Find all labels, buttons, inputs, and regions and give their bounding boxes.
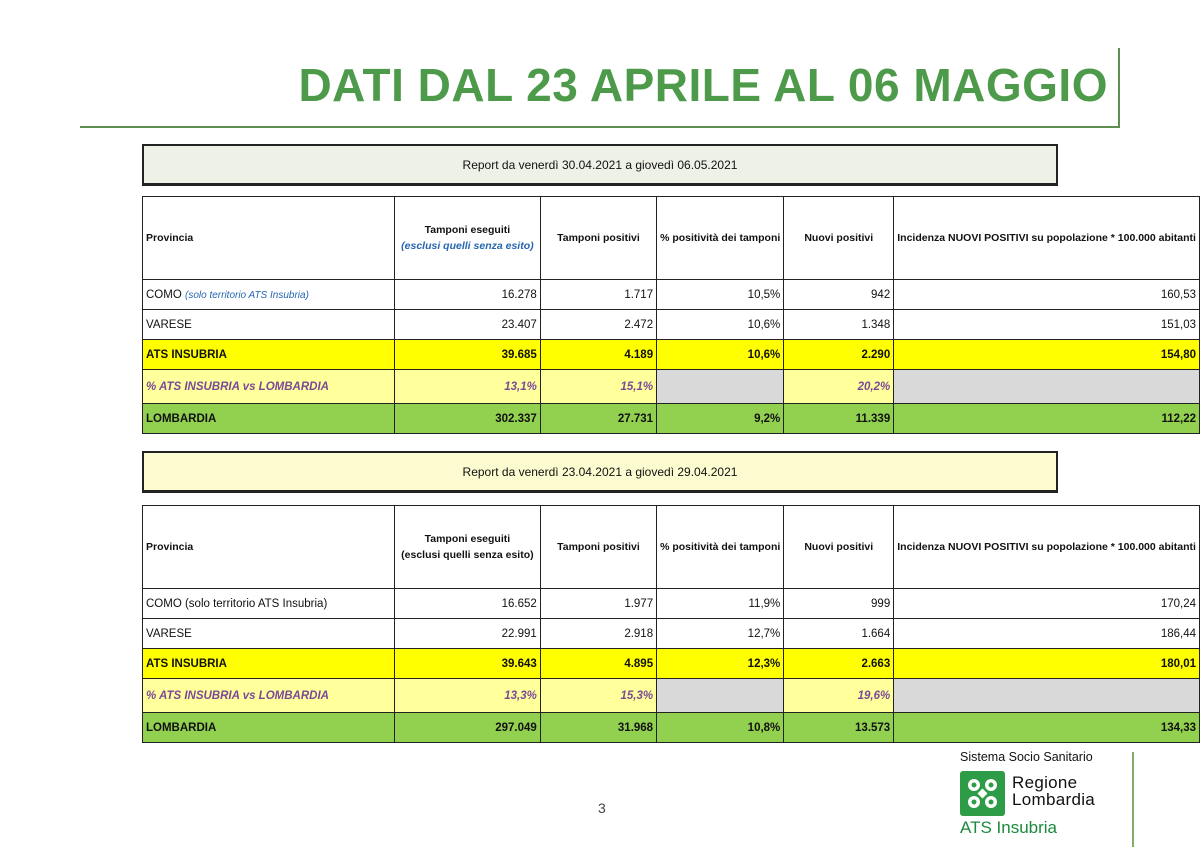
table-row bbox=[143, 280, 1200, 310]
col-positivita: % positività dei tamponi bbox=[657, 506, 784, 589]
cell: 151,03 bbox=[894, 310, 1200, 340]
cell: 15,1% bbox=[540, 370, 656, 404]
report1-header: Report da venerdì 30.04.2021 a giovedì 06.05.2021 bbox=[142, 144, 1058, 186]
cell: 112,22 bbox=[894, 404, 1200, 434]
row-label: % ATS INSUBRIA vs LOMBARDIA bbox=[143, 679, 395, 713]
cell-empty bbox=[894, 370, 1200, 404]
col-nuovi-positivi: Nuovi positivi bbox=[784, 197, 894, 280]
cell: 39.685 bbox=[394, 340, 540, 370]
table-row-ats bbox=[143, 649, 1200, 679]
cell: 302.337 bbox=[394, 404, 540, 434]
col-tamponi-positivi: Tamponi positivi bbox=[540, 506, 656, 589]
table-row bbox=[143, 619, 1200, 649]
cell: 13.573 bbox=[784, 713, 894, 743]
como-note: (solo territorio ATS Insubria) bbox=[184, 289, 309, 301]
col-tamponi-eseguiti-sub: (esclusi quelli senza esito) bbox=[401, 240, 534, 252]
table-header-row bbox=[143, 506, 1200, 589]
cell: 154,80 bbox=[894, 340, 1200, 370]
col-tamponi-positivi: Tamponi positivi bbox=[540, 197, 656, 280]
regione-lombardia-logo bbox=[958, 750, 1128, 845]
cell: 2.918 bbox=[540, 619, 656, 649]
cell-empty bbox=[657, 370, 784, 404]
cell: 15,3% bbox=[540, 679, 656, 713]
page-title: DATI DAL 23 APRILE AL 06 MAGGIO bbox=[298, 59, 1108, 111]
table-row-lombardia bbox=[143, 404, 1200, 434]
cell: 2.290 bbox=[784, 340, 894, 370]
report2-header: Report da venerdì 23.04.2021 a giovedì 29.04.2021 bbox=[142, 451, 1058, 493]
table-row bbox=[143, 310, 1200, 340]
col-positivita: % positività dei tamponi bbox=[657, 197, 784, 280]
cell: 1.977 bbox=[540, 589, 656, 619]
cell: 2.663 bbox=[784, 649, 894, 679]
row-label: ATS INSUBRIA bbox=[143, 340, 395, 370]
col-incidenza: Incidenza NUOVI POSITIVI su popolazione * 100.000 abitanti bbox=[894, 197, 1200, 280]
row-label: % ATS INSUBRIA vs LOMBARDIA bbox=[143, 370, 395, 404]
table-row-ats bbox=[143, 340, 1200, 370]
logo-side-rule bbox=[1132, 752, 1134, 847]
table-header-row bbox=[143, 197, 1200, 280]
cell-empty bbox=[894, 679, 1200, 713]
logo-regione-text: Regione Lombardia bbox=[1012, 773, 1096, 809]
row-label: LOMBARDIA bbox=[143, 404, 395, 434]
cell: 22.991 bbox=[394, 619, 540, 649]
title-side-rule bbox=[1118, 48, 1120, 128]
report1-table bbox=[142, 196, 1200, 434]
col-provincia: Provincia bbox=[143, 197, 395, 280]
cell: 999 bbox=[784, 589, 894, 619]
regione-rose-icon bbox=[960, 771, 1005, 816]
cell: 1.348 bbox=[784, 310, 894, 340]
table-row bbox=[143, 589, 1200, 619]
cell: 20,2% bbox=[784, 370, 894, 404]
cell: 942 bbox=[784, 280, 894, 310]
cell: 4.895 bbox=[540, 649, 656, 679]
cell: 13,1% bbox=[394, 370, 540, 404]
cell-empty bbox=[657, 679, 784, 713]
col-nuovi-positivi: Nuovi positivi bbox=[784, 506, 894, 589]
cell: 1.664 bbox=[784, 619, 894, 649]
row-label: COMO (solo territorio ATS Insubria) bbox=[143, 589, 395, 619]
page-number: 3 bbox=[598, 800, 606, 816]
col-tamponi-eseguiti: Tamponi eseguiti (esclusi quelli senza esito) bbox=[394, 506, 540, 589]
logo-sistema-text: Sistema Socio Sanitario bbox=[960, 750, 1093, 764]
cell: 10,6% bbox=[657, 310, 784, 340]
cell: 16.278 bbox=[394, 280, 540, 310]
cell: 297.049 bbox=[394, 713, 540, 743]
row-label: COMO (solo territorio ATS Insubria) bbox=[143, 280, 395, 310]
cell: 170,24 bbox=[894, 589, 1200, 619]
cell: 134,33 bbox=[894, 713, 1200, 743]
cell: 9,2% bbox=[657, 404, 784, 434]
row-label: LOMBARDIA bbox=[143, 713, 395, 743]
cell: 11.339 bbox=[784, 404, 894, 434]
row-label: VARESE bbox=[143, 619, 395, 649]
cell: 12,7% bbox=[657, 619, 784, 649]
cell: 31.968 bbox=[540, 713, 656, 743]
cell: 160,53 bbox=[894, 280, 1200, 310]
cell: 12,3% bbox=[657, 649, 784, 679]
row-label: VARESE bbox=[143, 310, 395, 340]
col-tamponi-eseguiti-sub: (esclusi quelli senza esito) bbox=[401, 549, 534, 561]
table-row-pct bbox=[143, 370, 1200, 404]
col-tamponi-eseguiti: Tamponi eseguiti (esclusi quelli senza esito) bbox=[394, 197, 540, 280]
cell: 10,6% bbox=[657, 340, 784, 370]
cell: 13,3% bbox=[394, 679, 540, 713]
cell: 2.472 bbox=[540, 310, 656, 340]
table-row-pct bbox=[143, 679, 1200, 713]
cell: 27.731 bbox=[540, 404, 656, 434]
title-underline bbox=[80, 126, 1120, 128]
cell: 180,01 bbox=[894, 649, 1200, 679]
cell: 186,44 bbox=[894, 619, 1200, 649]
cell: 10,8% bbox=[657, 713, 784, 743]
col-provincia: Provincia bbox=[143, 506, 395, 589]
cell: 1.717 bbox=[540, 280, 656, 310]
cell: 23.407 bbox=[394, 310, 540, 340]
report2-table bbox=[142, 505, 1200, 743]
cell: 19,6% bbox=[784, 679, 894, 713]
cell: 10,5% bbox=[657, 280, 784, 310]
cell: 4.189 bbox=[540, 340, 656, 370]
cell: 16.652 bbox=[394, 589, 540, 619]
cell: 11,9% bbox=[657, 589, 784, 619]
row-label: ATS INSUBRIA bbox=[143, 649, 395, 679]
table-row-lombardia bbox=[143, 713, 1200, 743]
logo-ats-text: ATS Insubria bbox=[960, 818, 1058, 837]
col-incidenza: Incidenza NUOVI POSITIVI su popolazione * 100.000 abitanti bbox=[894, 506, 1200, 589]
cell: 39.643 bbox=[394, 649, 540, 679]
